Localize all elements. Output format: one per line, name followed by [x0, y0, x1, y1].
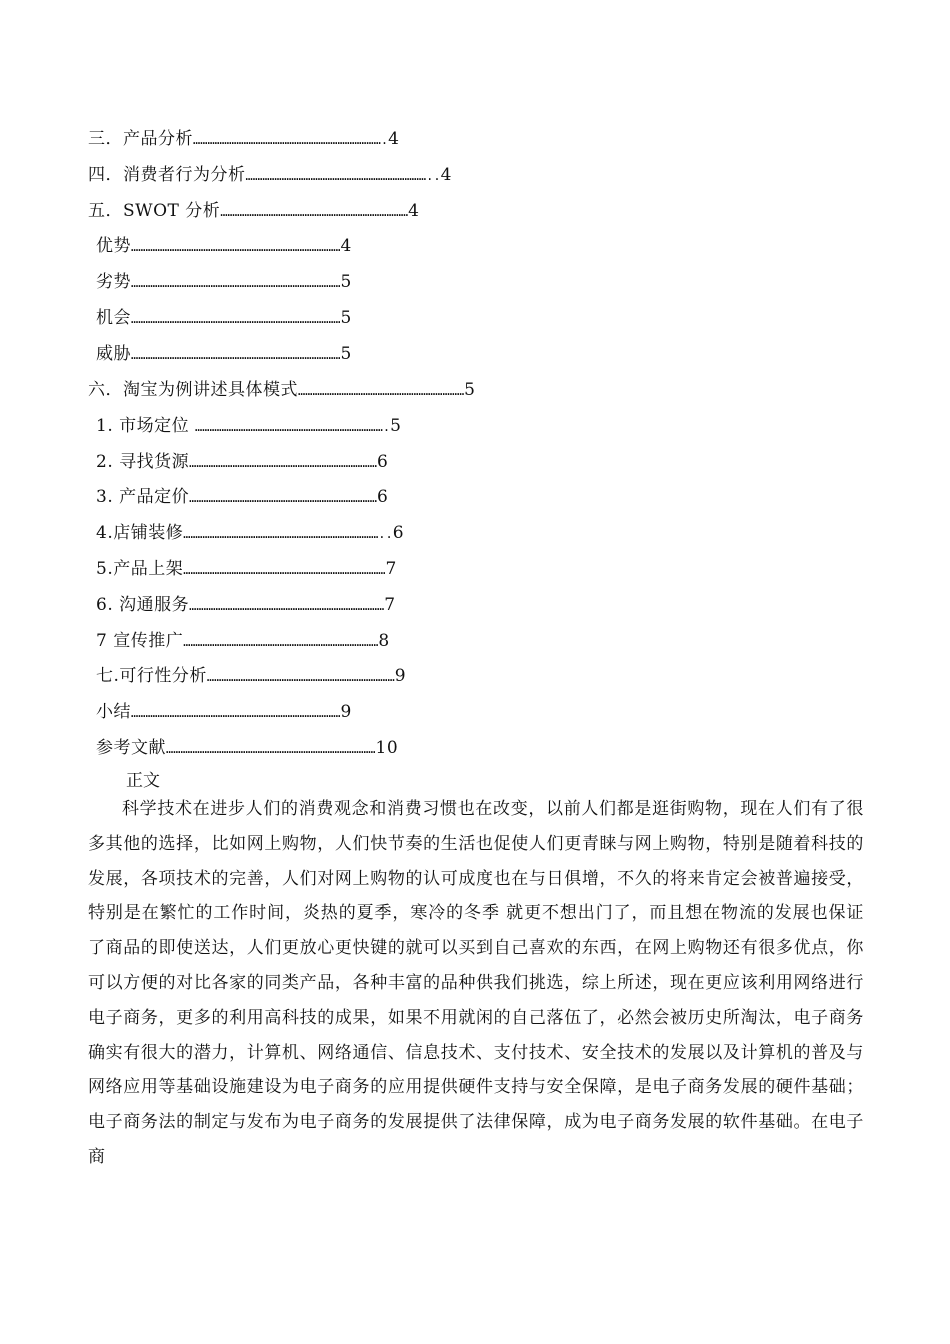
toc-entry[interactable]	[96, 735, 732, 761]
toc-entry[interactable]	[96, 520, 728, 546]
toc-page-number: 4	[408, 201, 420, 221]
toc-page-number: 7	[385, 559, 397, 579]
toc-leader: ……………………………………………………………………………	[131, 240, 341, 254]
toc-leader: ……………………………………………………………………………	[166, 742, 376, 756]
toc-leader: ………………………………………………………………………..	[183, 527, 393, 541]
toc-leader: ………………………………………………………………………	[183, 635, 379, 649]
toc-leader: ……………………………………………………………………	[189, 491, 377, 505]
toc-leader: ……………………………………………………………………………	[131, 706, 341, 720]
toc-leader: ……………………………………………………………………	[220, 205, 409, 219]
toc-entry[interactable]	[96, 628, 728, 654]
toc-entry[interactable]	[96, 663, 716, 689]
toc-leader: ……………………………………………………………	[298, 384, 465, 398]
toc-entry[interactable]	[88, 377, 724, 403]
toc-page-number: 8	[378, 631, 390, 651]
body-text	[88, 792, 864, 1175]
toc-leader: …………………………………………………………………….	[195, 420, 391, 434]
toc-page-number: 6	[376, 487, 389, 507]
toc-label: 7 宣传推广	[96, 631, 184, 651]
toc-entry[interactable]	[96, 341, 732, 367]
toc-page-number: 5	[464, 380, 476, 400]
toc-entry[interactable]	[96, 556, 728, 582]
toc-leader: …………………………………………………………………..	[245, 169, 441, 183]
toc-leader: ………………………………………………………………………	[189, 599, 385, 613]
toc-leader: ……………………………………………………………………………	[131, 348, 341, 362]
toc-label: 机会	[96, 308, 131, 328]
toc-label: 4.店铺装修	[96, 523, 184, 543]
toc-label: 威胁	[96, 344, 131, 364]
toc-page-number: 9	[340, 702, 352, 722]
toc-page-number: 5	[340, 344, 352, 364]
toc-label: 劣势	[96, 272, 131, 292]
toc-label: 优势	[96, 236, 131, 256]
toc-leader: ……………………………………………………………………	[206, 670, 395, 684]
toc-leader: …………………………………………………………………………	[183, 563, 386, 577]
toc-page-number: 5	[390, 416, 402, 436]
toc-label: 三．产品分析	[88, 129, 193, 149]
toc-page-number: 10	[375, 738, 399, 758]
toc-label: 5.产品上架	[96, 559, 184, 579]
toc-page-number: 7	[384, 595, 396, 615]
toc-label: 小结	[96, 702, 131, 722]
toc-entry[interactable]	[96, 699, 720, 725]
toc-page-number: 5	[340, 308, 352, 328]
toc-page-number: 4	[388, 129, 400, 149]
toc-entry[interactable]	[88, 162, 748, 188]
toc-page-number: 4	[440, 165, 452, 185]
toc-page-number: 6	[392, 523, 405, 543]
section-heading: 正文	[126, 771, 160, 791]
toc-entry[interactable]	[96, 413, 724, 439]
toc-label: 六．淘宝为例讲述具体模式	[88, 380, 298, 400]
toc-page-number: 9	[394, 666, 407, 686]
toc-entry[interactable]	[88, 126, 728, 152]
toc-page-number: 4	[340, 236, 352, 256]
toc-label: 3. 产品定价	[96, 487, 190, 507]
toc-page-number: 5	[340, 272, 352, 292]
toc-leader: …………………………………………………………………….	[193, 133, 389, 147]
toc-entry[interactable]	[88, 198, 728, 224]
toc-entry[interactable]	[96, 233, 728, 259]
toc-entry[interactable]	[96, 305, 732, 331]
toc-leader: ……………………………………………………………………………	[131, 276, 341, 290]
toc-label: 6. 沟通服务	[96, 595, 190, 615]
toc-entry[interactable]	[96, 592, 740, 618]
toc-label: 七.可行性分析	[96, 666, 207, 686]
toc-label: 参考文献	[96, 738, 166, 758]
toc-leader: ……………………………………………………………………	[189, 456, 377, 470]
toc-leader: ……………………………………………………………………………	[131, 312, 341, 326]
toc-entry[interactable]	[96, 484, 720, 510]
toc-label: 五．SWOT 分析	[88, 201, 221, 221]
body-paragraph: 科学技术在进步人们的消费观念和消费习惯也在改变，以前人们都是逛街购物，现在人们有了很多其他的选择，比如网上购物，人们快节奏的生活也促使人们更青睐与网上购物，特别是随着科技的发展，各项技术的完善，人们对网上购物的认可成度也在与日俱增，不久的将来肯定会被普遍接受，特别是在繁忙的工作时间，炎热的夏季，寒冷的冬季 就更不想出门了，而且想在物流的发展也保证了商品的即使送达，人们更放心更快键的就可以买到自己喜欢的东西，在网上购物还有很多优点，你可以方便的对比各家的同类产品，各种丰富的品种供我们挑选，综上所述，现在更应该利用网络进行电子商务，更多的利用高科技的成果，如果不用就闲的自己落伍了，必然会被历史所淘汰，电子商务确实有很大的潜力，计算机、网络通信、信息技术、支付技术、安全技术的发展以及计算机的普及与网络应用等基础设施建设为电子商务的应用提供硬件支持与安全保障，是电子商务发展的硬件基础；电子商务法的制定与发布为电子商务的发展提供了法律保障，成为电子商务发展的软件基础。在电子商	[88, 799, 864, 1167]
toc-label: 1. 市场定位	[96, 416, 196, 436]
toc-entry[interactable]	[96, 449, 720, 475]
toc-entry[interactable]	[96, 269, 732, 295]
toc-label: 四．消费者行为分析	[88, 165, 246, 185]
toc-page-number: 6	[376, 452, 389, 472]
toc-label: 2. 寻找货源	[96, 452, 190, 472]
